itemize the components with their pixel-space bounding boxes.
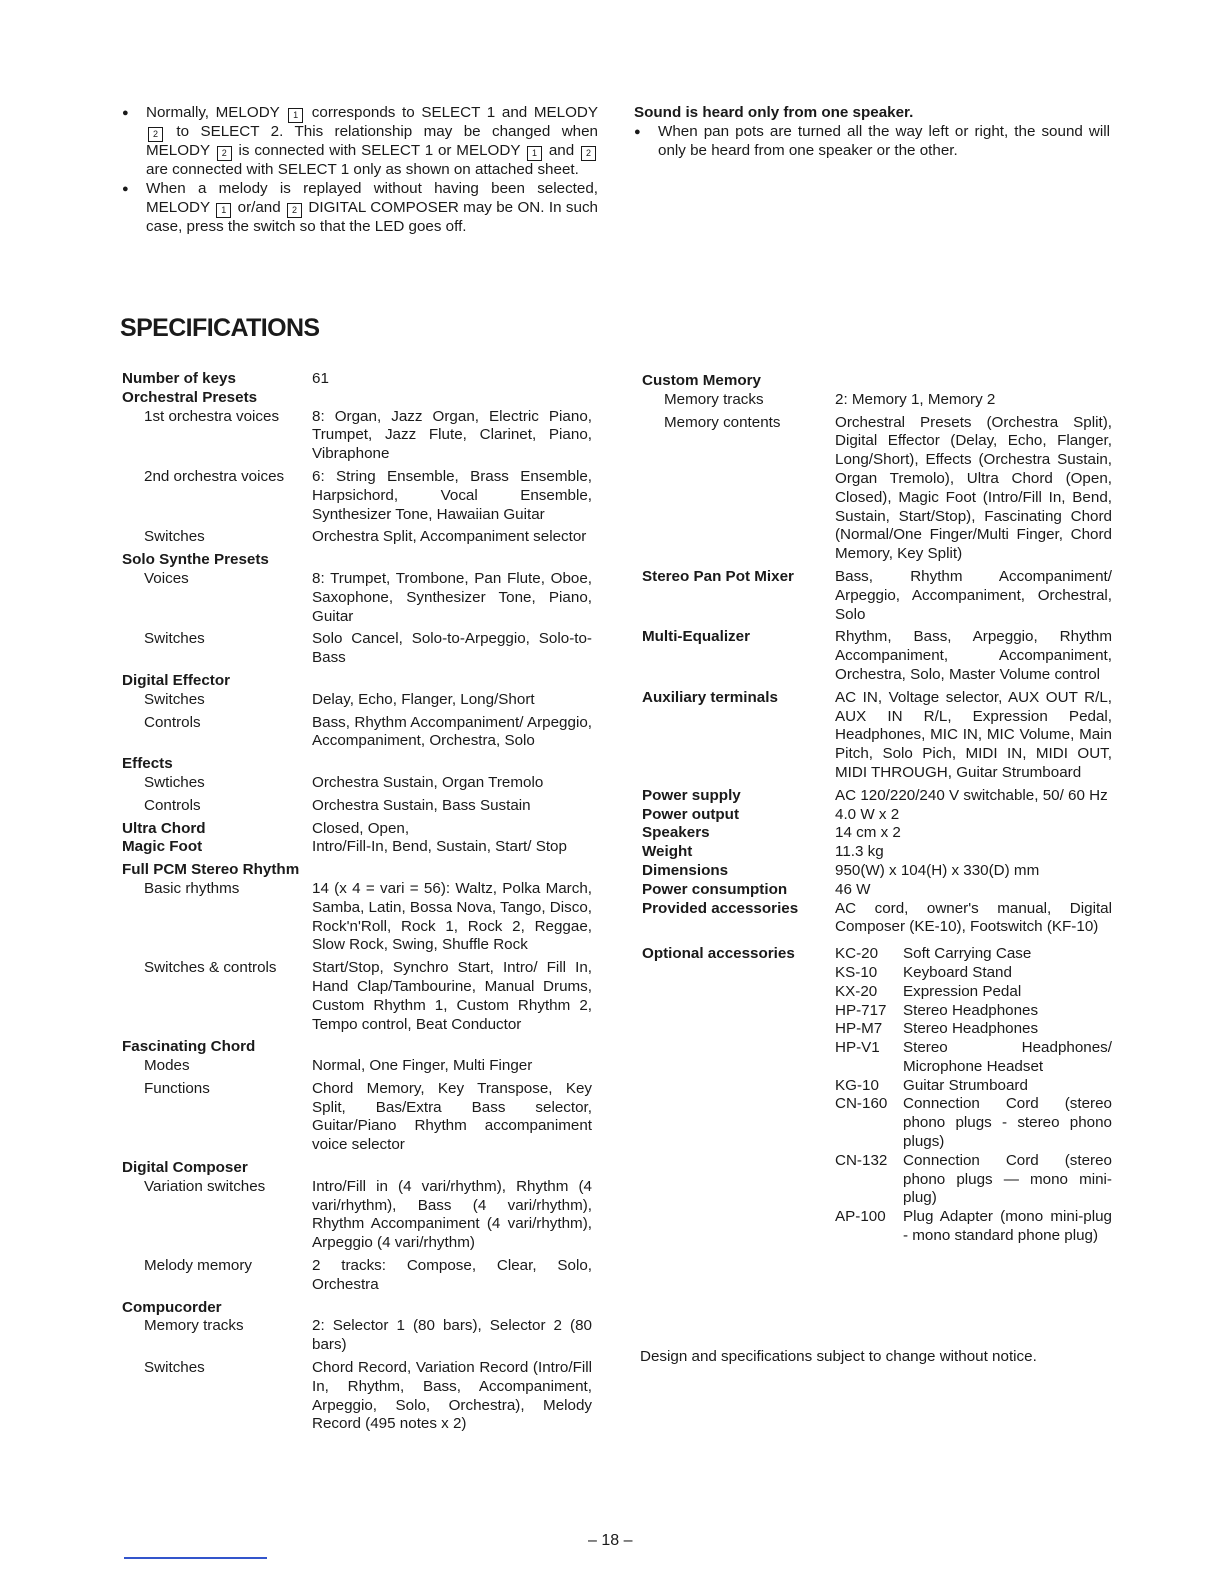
spec-label: Power supply — [642, 786, 741, 804]
melody-number-box: 1 — [288, 108, 303, 123]
accessory-code: KG-10 — [835, 1076, 879, 1094]
spec-value: Start/Stop, Synchro Start, Intro/ Fill In, Hand Clap/Tambourine, Manual Drums, Custom Rhythm 1, Custom Rhythm 2, Tempo control, Beat Conductor — [312, 959, 592, 1033]
spec-row — [642, 824, 1112, 843]
spec-value: 2: Memory 1, Memory 2 — [835, 390, 996, 408]
spec-value: 61 — [312, 370, 329, 387]
spec-row — [122, 389, 592, 408]
spec-value — [248, 1159, 592, 1178]
spec-row — [642, 372, 1112, 391]
spec-value: 6: String Ensemble, Brass Ensemble, Harpsichord, Vocal Ensemble, Synthesizer Tone, Hawaiian Guitar — [312, 467, 592, 523]
spec-value: 14 cm x 2 — [835, 824, 901, 842]
note-text: are connected with SELECT 1 only as shown on attached sheet. — [146, 161, 579, 178]
spec-row — [122, 880, 592, 955]
spec-row — [122, 528, 592, 547]
spec-label: Voices — [144, 569, 189, 587]
spec-row — [122, 714, 592, 752]
spec-value: Orchestra Split, Accompaniment selector — [312, 528, 587, 546]
spec-row — [642, 806, 1112, 825]
spec-row — [122, 370, 592, 389]
spec-label: Swtiches — [144, 773, 205, 791]
spec-value: 11.3 kg — [835, 843, 884, 861]
footer-note: Design and specifications subject to change without notice. — [640, 1348, 1037, 1365]
melody-number-box: 2 — [287, 203, 302, 218]
spec-label: Provided accessories — [642, 899, 799, 917]
spec-value: Solo Cancel, Solo-to-Arpeggio, Solo-to-Bass — [312, 630, 592, 667]
spec-label: Switches — [144, 690, 205, 708]
accessory-code: KX-20 — [835, 982, 878, 1000]
spec-label: Controls — [144, 713, 201, 731]
accessory-desc: Stereo Headphones — [903, 1001, 1039, 1019]
optional-accessories — [642, 945, 1112, 1246]
spec-value: AC IN, Voltage selector, AUX OUT R/L, AUX IN R/L, Expression Pedal, Headphones, MIC IN, MIC Volume, Main Pitch, Solo Pich, MIDI IN, MIDI OUT, MIDI THROUGH, Guitar Strumboard — [835, 688, 1112, 781]
note-bullet — [122, 104, 598, 180]
accessory-item — [835, 1002, 1112, 1021]
link-underline — [124, 1557, 267, 1559]
spec-label: Number of keys — [122, 370, 236, 387]
accessory-code: KS-10 — [835, 963, 878, 981]
spec-value: AC cord, owner's manual, Digital Composer (KE-10), Footswitch (KF-10) — [835, 899, 1112, 936]
spec-value: Orchestral Presets (Orchestra Split), Digital Effector (Delay, Echo, Flanger, Long/Short), Effects (Orchestra Sustain, Organ Tremolo), Ultra Chord (Open, Closed), Magic Foot (Intro/Fill In, Bend, Sustain, Start/Stop), Fascinating Chord (Normal/One Finger/Multi Finger, Chord Memory, Key Split) — [835, 413, 1112, 563]
melody-number-box: 2 — [581, 146, 596, 161]
notes-right-title: Sound is heard only from one speaker. — [634, 104, 914, 121]
melody-number-box: 2 — [148, 127, 163, 142]
accessory-desc: Plug Adapter (mono mini-plug - mono standard phone plug) — [903, 1208, 1112, 1245]
spec-value: Orchestra Sustain, Organ Tremolo — [312, 773, 544, 791]
spec-row — [122, 820, 592, 839]
spec-row — [642, 391, 1112, 410]
spec-row — [122, 1257, 592, 1295]
spec-label: Digital Composer — [122, 1159, 248, 1177]
spec-label: Magic Foot — [122, 838, 203, 856]
spec-value: AC 120/220/240 V switchable, 50/ 60 Hz — [835, 786, 1108, 804]
spec-value: 14 (x 4 = vari = 56): Waltz, Polka March, Samba, Latin, Bossa Nova, Tango, Disco, Rock'n'Roll, Rock 1, Rock 2, Reggae, Slow Rock, Swing, Shuffle Rock — [312, 879, 592, 954]
accessory-item — [835, 1039, 1112, 1077]
optional-accessories-label: Optional accessories — [642, 945, 795, 963]
spec-label: Controls — [144, 796, 201, 814]
spec-row — [122, 468, 592, 524]
note-text: When a melody is replayed without having been selected, MELODY — [146, 179, 598, 216]
spec-row — [122, 774, 592, 793]
accessory-item — [835, 983, 1112, 1002]
melody-number-box: 1 — [216, 203, 231, 218]
spec-label: Power consumption — [642, 880, 788, 898]
accessory-desc: Expression Pedal — [903, 982, 1022, 1000]
spec-value: 950(W) x 104(H) x 330(D) mm — [835, 861, 1040, 879]
spec-row — [642, 568, 1112, 624]
spec-label: Orchestral Presets — [122, 388, 258, 406]
spec-label: Power output — [642, 805, 740, 823]
spec-label: Switches — [144, 630, 205, 648]
note-text: and — [544, 142, 579, 159]
spec-row — [122, 691, 592, 710]
spec-label: Basic rhythms — [144, 879, 240, 897]
spec-value: 8: Organ, Jazz Organ, Electric Piano, Trumpet, Jazz Flute, Clarinet, Piano, Vibraphone — [312, 407, 592, 463]
accessory-item — [835, 1152, 1112, 1208]
spec-label: Switches & controls — [144, 959, 277, 977]
spec-row — [122, 1038, 592, 1057]
spec-row — [642, 843, 1112, 862]
accessory-desc: Connection Cord (stereo phono plugs - stereo phono plugs) — [903, 1095, 1112, 1151]
spec-label: Memory tracks — [144, 1317, 244, 1335]
spec-row — [122, 1178, 592, 1253]
spec-label: Custom Memory — [642, 372, 761, 389]
spec-row — [642, 862, 1112, 881]
accessory-item — [835, 945, 1112, 964]
accessory-desc: Stereo Headphones/ Microphone Headset — [903, 1039, 1112, 1075]
spec-row — [122, 1359, 592, 1434]
accessory-item — [835, 1077, 1112, 1096]
spec-value: Orchestra Sustain, Bass Sustain — [312, 796, 531, 814]
spec-label: Effects — [122, 755, 173, 773]
notes-right — [634, 104, 1110, 160]
spec-value: Rhythm, Bass, Arpeggio, Rhythm Accompaniment, Accompaniment, Orchestra, Solo, Master Volume control — [835, 628, 1112, 683]
spec-row — [122, 1299, 592, 1318]
spec-label: Switches — [144, 528, 205, 546]
spec-label: Functions — [144, 1079, 210, 1097]
accessory-desc: Keyboard Stand — [903, 963, 1012, 981]
spec-value: 2 tracks: Compose, Clear, Solo, Orchestra — [312, 1257, 592, 1293]
spec-row — [642, 414, 1112, 564]
spec-row — [122, 755, 592, 774]
accessory-desc: Soft Carrying Case — [903, 945, 1032, 963]
note-text: or/and — [233, 198, 286, 216]
accessory-code: HP-V1 — [835, 1039, 880, 1057]
note-text: Normally, MELODY — [146, 104, 287, 121]
accessory-desc: Stereo Headphones — [903, 1020, 1039, 1038]
spec-row — [122, 1159, 592, 1178]
spec-label: Memory contents — [664, 413, 781, 431]
spec-value — [230, 672, 592, 691]
spec-value: 4.0 W x 2 — [835, 805, 900, 823]
note-text: to SELECT 2. This relationship may be changed when MELODY — [146, 123, 598, 159]
accessory-code: HP-717 — [835, 1001, 887, 1019]
note-bullet — [122, 180, 598, 237]
spec-row — [122, 1317, 592, 1355]
specs-right — [642, 372, 1112, 1246]
spec-label: Speakers — [642, 824, 710, 842]
spec-value — [255, 1038, 592, 1057]
accessory-item — [835, 964, 1112, 983]
spec-label: Dimensions — [642, 861, 729, 879]
melody-number-box: 1 — [527, 146, 542, 161]
spec-row — [122, 861, 592, 880]
notes-right-bullet: ● When pan pots are turned all the way left or right, the sound will only be heard from one speaker or the other. — [634, 123, 1110, 161]
accessory-code: HP-M7 — [835, 1020, 883, 1038]
spec-label: Melody memory — [144, 1257, 253, 1275]
spec-value — [761, 372, 1112, 391]
note-text: corresponds to SELECT 1 and MELODY — [305, 104, 598, 121]
spec-label: Solo Synthe Presets — [122, 551, 269, 569]
spec-value: Closed, Open, — [312, 819, 410, 837]
spec-row — [122, 408, 592, 464]
spec-label: Full PCM Stereo Rhythm — [122, 861, 300, 879]
spec-label: Weight — [642, 843, 693, 861]
spec-label: Ultra Chord — [122, 819, 206, 837]
spec-value — [257, 389, 592, 408]
spec-label: Variation switches — [144, 1177, 266, 1195]
accessory-item — [835, 1095, 1112, 1151]
spec-label: Memory tracks — [664, 390, 764, 408]
accessory-code: AP-100 — [835, 1208, 886, 1226]
spec-label: Switches — [144, 1359, 205, 1377]
accessory-code: KC-20 — [835, 945, 879, 963]
page-number: – 18 – — [588, 1532, 633, 1549]
spec-row — [122, 551, 592, 570]
accessory-item — [835, 1020, 1112, 1039]
spec-row — [642, 900, 1112, 938]
spec-row — [122, 1057, 592, 1076]
spec-label: Compucorder — [122, 1298, 222, 1316]
specs-left — [122, 370, 592, 1438]
spec-value: Chord Memory, Key Transpose, Key Split, Bas/Extra Bass selector, Guitar/Piano Rhythm accompaniment voice selector — [312, 1079, 592, 1154]
spec-label: Multi-Equalizer — [642, 628, 751, 646]
spec-row — [642, 881, 1112, 900]
spec-value: Delay, Echo, Flanger, Long/Short — [312, 690, 535, 708]
accessory-code: CN-132 — [835, 1151, 888, 1169]
spec-label: Modes — [144, 1057, 190, 1075]
note-text: is connected with SELECT 1 or MELODY — [233, 142, 525, 159]
spec-row — [122, 672, 592, 691]
spec-row — [642, 787, 1112, 806]
spec-value: Intro/Fill-In, Bend, Sustain, Start/ Stop — [312, 838, 567, 856]
spec-value: 8: Trumpet, Trombone, Pan Flute, Oboe, Saxophone, Synthesizer Tone, Piano, Guitar — [312, 569, 592, 625]
spec-label: Digital Effector — [122, 671, 231, 689]
spec-value — [222, 1299, 592, 1318]
spec-value: 2: Selector 1 (80 bars), Selector 2 (80 bars) — [312, 1317, 592, 1354]
spec-value: Bass, Rhythm Accompaniment/ Arpeggio, Accompaniment, Orchestra, Solo — [312, 713, 592, 750]
spec-row — [122, 838, 592, 857]
spec-value — [269, 551, 592, 570]
spec-value: Intro/Fill in (4 vari/rhythm), Rhythm (4 vari/rhythm), Bass (4 vari/rhythm), Rhythm Accompaniment (4 vari/rhythm), Arpeggio (4 vari/rhythm) — [312, 1177, 592, 1252]
spec-value: 46 W — [835, 880, 871, 898]
spec-row — [122, 1080, 592, 1155]
melody-number-box: 2 — [217, 146, 232, 161]
accessory-code: CN-160 — [835, 1095, 888, 1113]
accessory-item — [835, 1208, 1112, 1246]
accessory-desc: Guitar Strumboard — [903, 1076, 1028, 1094]
spec-label: Stereo Pan Pot Mixer — [642, 567, 794, 585]
spec-label: 2nd orchestra voices — [144, 467, 285, 485]
spec-row — [122, 630, 592, 668]
spec-value: Normal, One Finger, Multi Finger — [312, 1057, 533, 1075]
spec-row — [122, 797, 592, 816]
spec-label: Fascinating Chord — [122, 1038, 256, 1056]
accessory-desc: Connection Cord (stereo phono plugs — mono mini-plug) — [903, 1151, 1112, 1207]
optional-accessories-list — [835, 945, 1112, 1246]
spec-label: 1st orchestra voices — [144, 407, 280, 425]
spec-row — [122, 570, 592, 626]
page-title: SPECIFICATIONS — [120, 314, 320, 342]
notes-left — [122, 104, 598, 236]
spec-row — [122, 959, 592, 1034]
spacer — [122, 1434, 592, 1438]
spec-value: Chord Record, Variation Record (Intro/Fill In, Rhythm, Bass, Accompaniment, Arpeggio, Solo, Orchestra), Melody Record (495 notes x 2) — [312, 1359, 592, 1433]
spec-row — [642, 689, 1112, 783]
spec-value — [299, 861, 592, 880]
spec-value: Bass, Rhythm Accompaniment/ Arpeggio, Accompaniment, Orchestral, Solo — [835, 567, 1112, 623]
spec-value — [173, 755, 592, 774]
spec-row — [642, 628, 1112, 684]
spec-label: Auxiliary terminals — [642, 688, 778, 706]
note-text: DIGITAL COMPOSER may be ON. In such case, press the switch so that the LED goes off. — [146, 198, 598, 235]
